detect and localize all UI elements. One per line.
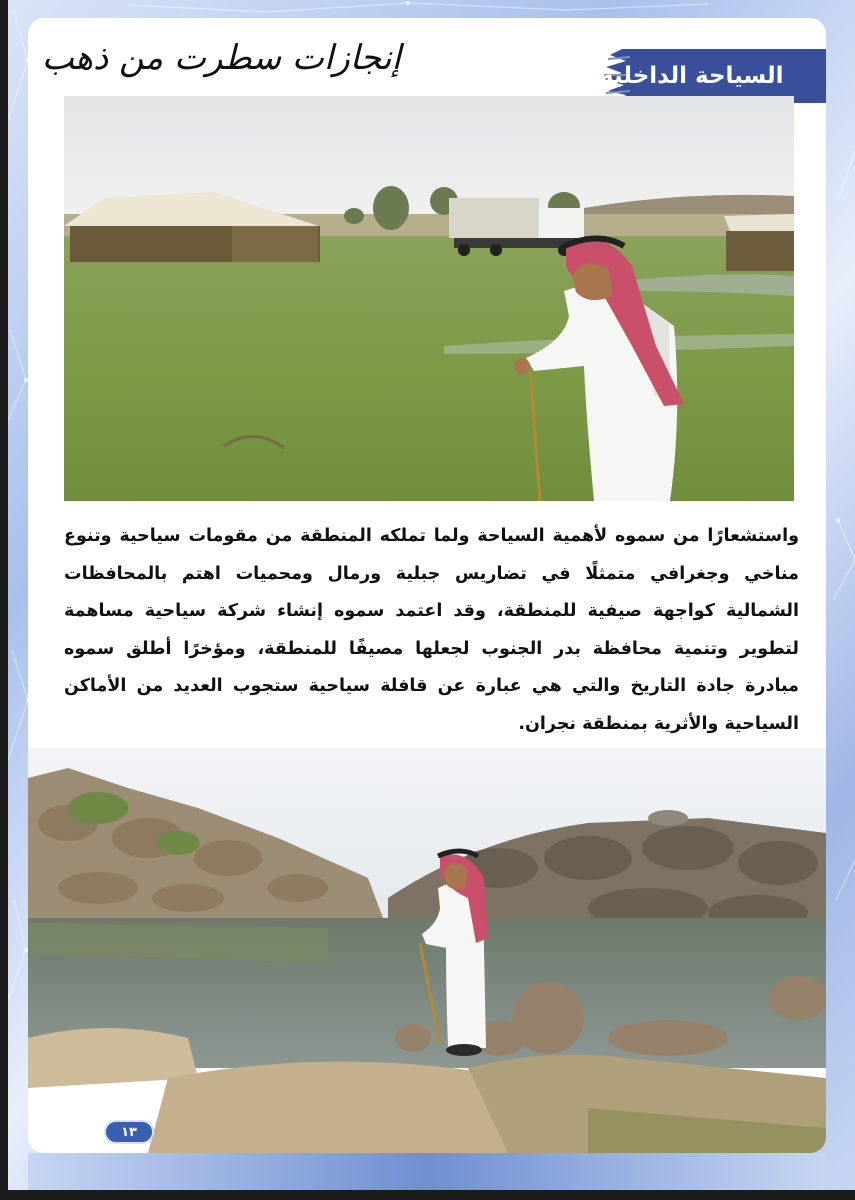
section-badge-label: السياحة الداخلية <box>600 63 784 89</box>
magazine-page <box>28 18 826 1153</box>
page-frame <box>8 0 855 1190</box>
page-title: إنجازات سطرت من ذهب <box>41 38 401 78</box>
photo-rocky-lake <box>28 748 826 1153</box>
article-paragraph: واستشعارًا من سموه لأهمية السياحة ولما تملكه المنطقة من مقومات سياحية وتنوع مناخي وجغرافي متمثلًا في تضاريس جبلية ورمال ومحميات اهتم بالمحافظات الشمالية كواجهة صيفية للمنطقة، وقد اعتمد سموه إنشاء شركة سياحية مساهمة لتطوير وتنمية محافظة بدر الجنوب لجعلها مصيفًا للمنطقة، ومؤخرًا أطلق سموه مبادرة جادة التاريخ والتي هي عبارة عن قافلة سياحية ستجوب العديد من الأماكن السياحية والأثرية بمنطقة نجران. <box>64 526 799 734</box>
rocky-lake-image <box>28 748 826 1153</box>
camp-meadow-image <box>64 96 794 501</box>
page-number: ١٣ <box>104 1120 154 1144</box>
decorative-bottom-bar <box>28 1153 826 1190</box>
photo-camp-meadow <box>64 96 794 501</box>
